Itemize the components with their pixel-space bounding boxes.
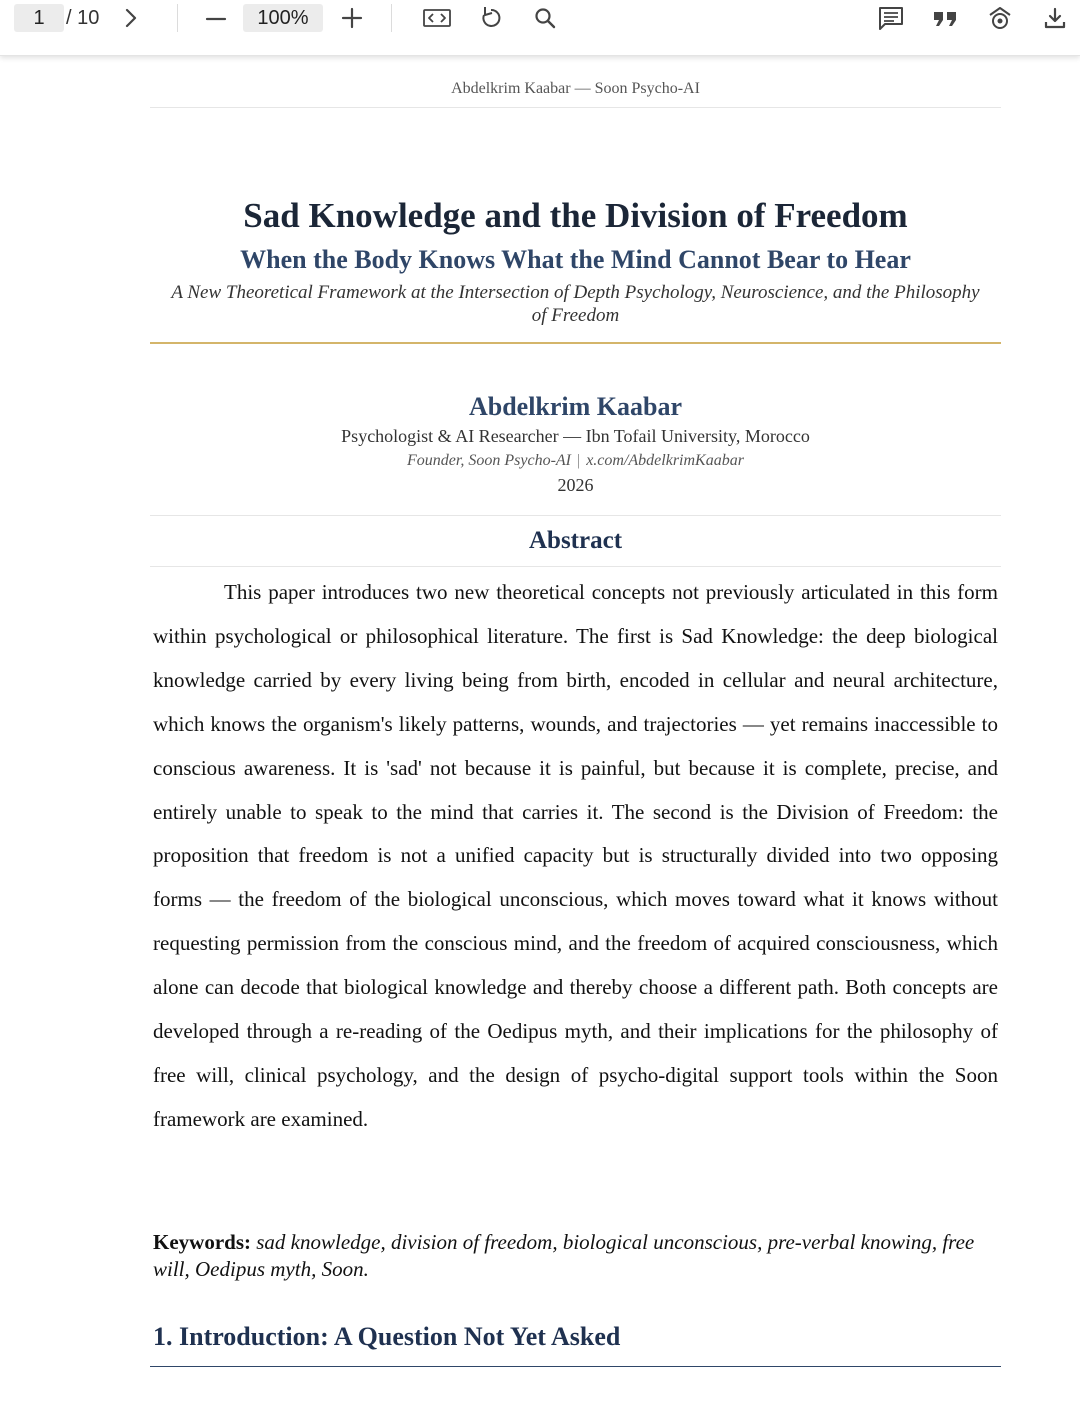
zoom-in-button[interactable] [336,0,368,36]
annotate-button[interactable] [982,0,1018,36]
separator: | [577,452,581,469]
section-rule [150,1366,1001,1367]
paper-subtitle: When the Body Knows What the Mind Cannot Bear to Hear [240,245,911,274]
founder-text: Founder, Soon Psycho-AI [407,452,571,469]
quote-button[interactable] [928,0,962,36]
author-handle[interactable]: x.com/AbdelkrimKaabar [586,452,744,469]
toolbar-divider [177,4,178,32]
page-number-input[interactable]: 1 [14,4,64,32]
toolbar-divider [391,4,392,32]
running-header: Abdelkrim Kaabar — Soon Psycho-AI [451,80,700,97]
fit-width-icon [422,7,452,29]
author-name: Abdelkrim Kaabar [468,392,683,421]
plus-icon [341,7,363,29]
comment-icon [877,5,905,31]
author-affiliation: Psychologist & AI Researcher — Ibn Tofail University, Morocco [341,426,810,446]
comment-button[interactable] [874,0,908,36]
paper-tagline: A New Theoretical Framework at the Intersection of Depth Psychology, Neuroscience, and the Philosophy of Freedom [171,282,980,326]
rotate-button[interactable] [474,0,508,36]
zoom-out-button[interactable] [200,0,232,36]
search-icon [533,6,557,30]
annotate-icon [986,4,1014,32]
rotate-icon [478,5,504,31]
section-heading: 1. Introduction: A Question Not Yet Asked [153,1322,621,1351]
author-founder-line [150,452,1001,470]
keywords-label: Keywords: [153,1230,251,1254]
abstract-rule-bottom [150,566,1001,567]
next-page-button[interactable] [118,0,144,36]
abstract-heading: Abstract [528,527,623,554]
chevron-right-icon [123,7,139,29]
pdf-toolbar [0,0,1080,56]
page-total: / 10 [66,6,100,29]
download-button[interactable] [1038,0,1072,36]
title-rule [150,342,1001,344]
zoom-level-input[interactable]: 100% [243,4,323,32]
download-icon [1043,6,1067,30]
abstract-rule-top [150,515,1001,516]
paper-title: Sad Knowledge and the Division of Freedom [243,196,908,235]
minus-icon [205,7,227,29]
keywords [153,1229,998,1283]
keywords-list: sad knowledge, division of freedom, biological unconscious, pre-verbal knowing, free will, Oedipus myth, Soon. [153,1230,975,1281]
publication-year: 2026 [557,475,594,495]
fit-page-button[interactable] [420,0,454,36]
header-rule [150,107,1001,108]
search-button[interactable] [528,0,562,36]
abstract-text: This paper introduces two new theoretical concepts not previously articulated in this form within psychological or philosophical literature. The first is Sad Knowledge: the deep biological knowledge carried by every living being from birth, encoded in cellular and neural architecture, which knows the organism's likely patterns, wounds, and trajectories — yet remains inaccessible to conscious awareness. It is 'sad' not because it is painful, but because it is complete, precise, and entirely unable to speak to the mind that carries it. The second is the Division of Freedom: the proposition that freedom is not a unified capacity but is structurally divided into two opposing forms — the freedom of the biological unconscious, which moves toward what it knows without requesting permission from the conscious mind, and the freedom of acquired consciousness, which alone can decode that biological knowledge and thereby choose a different path. Both concepts are developed through a re-reading of the Oedipus myth, and their implications for the philosophy of free will, clinical psychology, and the design of psycho-digital support tools within the Soon framework are examined. [153,580,998,1131]
quote-icon [932,7,958,29]
